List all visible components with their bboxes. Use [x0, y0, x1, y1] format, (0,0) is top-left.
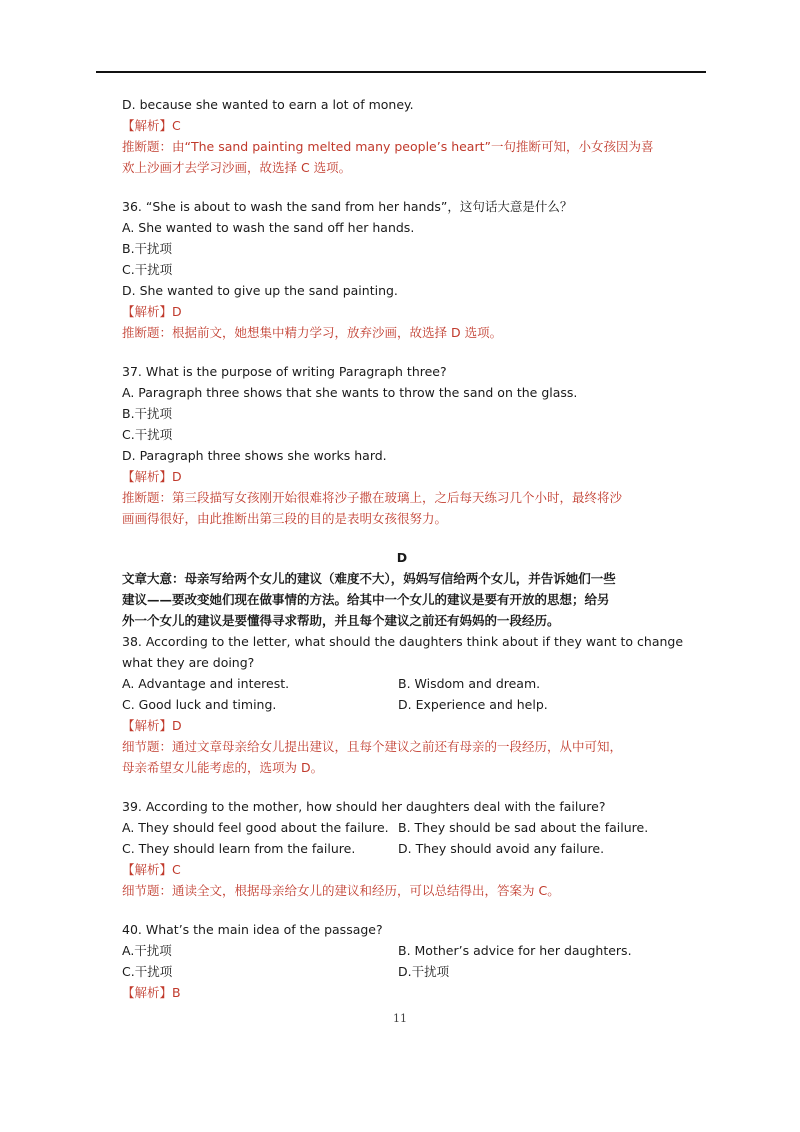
options-row [122, 817, 682, 838]
analysis-text: 细节题：通过文章母亲给女儿提出建议，且每个建议之前还有母亲的一段经历，从中可知， [122, 739, 623, 754]
option-b: B.干扰项 [122, 241, 173, 256]
analysis-text: 推断题：第三段描写女孩刚开始很难将沙子撒在玻璃上，之后每天练习几个小时，最终将沙 [122, 490, 623, 505]
option-d: D. Paragraph three shows she works hard. [122, 448, 387, 463]
option-d: D. She wanted to give up the sand painting. [122, 283, 398, 298]
option-c: C.干扰项 [122, 964, 173, 979]
option-b: B. Wisdom and dream. [398, 676, 541, 691]
analysis-label: 【解析】B [122, 985, 181, 1000]
option-a: A. She wanted to wash the sand off her hands. [122, 220, 415, 235]
options-row [122, 694, 682, 715]
option-b: B. They should be sad about the failure. [398, 820, 649, 835]
option-c: C.干扰项 [122, 427, 173, 442]
analysis-text: 欢上沙画才去学习沙画，故选择 C 选项。 [122, 160, 352, 175]
section-heading-d: D [396, 550, 408, 565]
analysis-text: 细节题：通读全文，根据母亲给女儿的建议和经历，可以总结得出，答案为 C。 [122, 883, 560, 898]
analysis-label: 【解析】D [122, 469, 182, 484]
analysis-text: 画画得很好，由此推断出第三段的目的是表明女孩很努力。 [122, 511, 448, 526]
passage-summary: 建议——要改变她们现在做事情的方法。给其中一个女儿的建议是要有开放的思想；给另 [122, 592, 610, 607]
analysis-label: 【解析】D [122, 718, 182, 733]
option-b: B.干扰项 [122, 406, 173, 421]
option-c: C.干扰项 [122, 262, 173, 277]
header-rule [96, 71, 706, 73]
analysis-text: 推断题：由“The sand painting melted many people’s heart”一句推断可知，小女孩因为喜 [122, 139, 654, 154]
options-row [122, 673, 682, 694]
option-c: C. Good luck and timing. [122, 697, 277, 712]
passage-summary: 文章大意：母亲写给两个女儿的建议（难度不大），妈妈写信给两个女儿，并告诉她们一些 [122, 571, 616, 586]
analysis-text: 推断题：根据前文，她想集中精力学习，放弃沙画，故选择 D 选项。 [122, 325, 503, 340]
question-36: 36. “She is about to wash the sand from her hands”，这句话大意是什么？ [122, 199, 573, 214]
question-39: 39. According to the mother, how should her daughters deal with the failure? [122, 799, 606, 814]
question-40: 40. What’s the main idea of the passage? [122, 922, 383, 937]
options-row [122, 961, 682, 982]
option-a: A. Paragraph three shows that she wants to throw the sand on the glass. [122, 385, 578, 400]
question-38: what they are doing? [122, 655, 255, 670]
question-38: 38. According to the letter, what should the daughters think about if they want to change [122, 634, 684, 649]
option-d: D. because she wanted to earn a lot of money. [122, 97, 414, 112]
option-d: D. Experience and help. [398, 697, 548, 712]
option-a: A.干扰项 [122, 943, 172, 958]
analysis-label: 【解析】C [122, 862, 181, 877]
option-c: C. They should learn from the failure. [122, 841, 356, 856]
analysis-label: 【解析】C [122, 118, 181, 133]
option-d: D.干扰项 [398, 964, 450, 979]
page-content [122, 94, 682, 1003]
analysis-label: 【解析】D [122, 304, 182, 319]
analysis-text: 母亲希望女儿能考虑的，选项为 D。 [122, 760, 324, 775]
options-row [122, 940, 682, 961]
option-a: A. They should feel good about the failure. [122, 820, 389, 835]
option-d: D. They should avoid any failure. [398, 841, 605, 856]
question-37: 37. What is the purpose of writing Paragraph three? [122, 364, 447, 379]
passage-summary: 外一个女儿的建议是要懂得寻求帮助，并且每个建议之前还有妈妈的一段经历。 [122, 613, 560, 628]
option-a: A. Advantage and interest. [122, 676, 290, 691]
options-row [122, 838, 682, 859]
page-number: 11 [393, 1012, 407, 1025]
option-b: B. Mother’s advice for her daughters. [398, 943, 632, 958]
